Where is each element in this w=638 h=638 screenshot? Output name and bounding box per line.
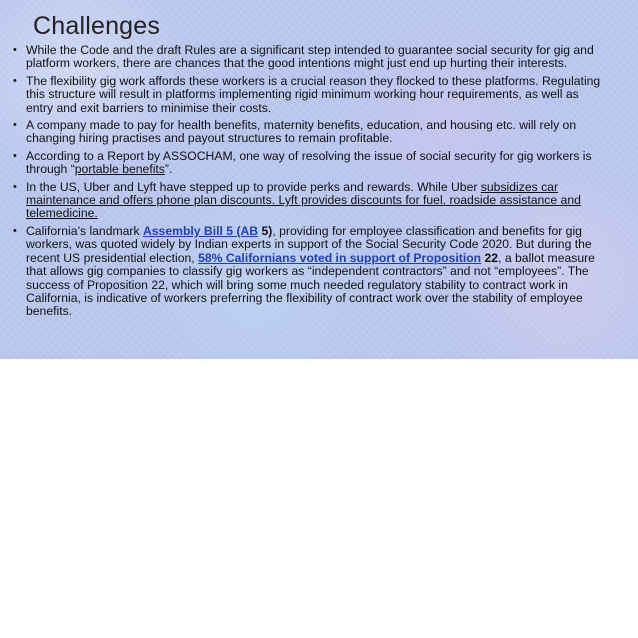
- proposition-22-link[interactable]: 58% Californians voted in support of Proposition: [198, 250, 482, 265]
- bullet-text: California’s landmark: [26, 223, 143, 238]
- portable-benefits-link[interactable]: portable benefits: [74, 162, 165, 177]
- bullet-text: , a ballot measure that allows gig companies to classify gig workers as “independent contractors” and not “employees”. The success of Proposition 22, which will bring some much needed regulatory stability to contract work in California, is indicative of workers preferring the flexibility of contract work over the stability of employee benefits.: [26, 250, 595, 319]
- bullet-text: A company made to pay for health benefits, maternity benefits, education, and housing etc. will rely on changing hiring practises and payout structures to remain profitable.: [26, 118, 577, 146]
- bullet-list: [12, 44, 608, 323]
- assembly-bill-5-link[interactable]: Assembly Bill 5 (AB: [142, 223, 259, 238]
- bullet-item: [12, 75, 608, 115]
- bullet-text: The flexibility gig work affords these workers is a crucial reason they flocked to these platforms. Regulating this structure will result in platforms implementing rigid minimum working hour requirements, as well as entry and exit barriers to minimise their costs.: [26, 73, 601, 115]
- bullet-text: In the US, Uber and Lyft have stepped up to provide perks and rewards. While Uber: [26, 179, 481, 194]
- bullet-item: [12, 119, 608, 146]
- bullet-text: 22: [481, 250, 499, 265]
- bullet-item: [12, 225, 608, 319]
- bullet-text: According to a Report by ASSOCHAM, one way of resolving the issue of social security for gig workers is through “: [26, 148, 592, 177]
- bullet-item: [12, 44, 608, 71]
- bullet-item: [12, 150, 608, 177]
- bullet-text: , providing for employee classification and benefits for gig workers, was quoted widely by Indian experts in support of the Social Security Code 2020. But during the recent US presidential election,: [26, 223, 592, 265]
- slide-title: Challenges: [33, 12, 161, 40]
- bullet-text: While the Code and the draft Rules are a significant step intended to guarantee social security for gig and platform workers, there are chances that the good intentions might just end up hurting their interests.: [26, 43, 594, 71]
- bullet-text: ”.: [164, 162, 173, 177]
- bullet-item: [12, 181, 608, 221]
- bullet-text: 5): [258, 223, 273, 238]
- uber-lyft-perks-link[interactable]: subsidizes car maintenance and offers phone plan discounts. Lyft provides discounts for fuel, roadside assistance and telemedicine.: [26, 179, 581, 221]
